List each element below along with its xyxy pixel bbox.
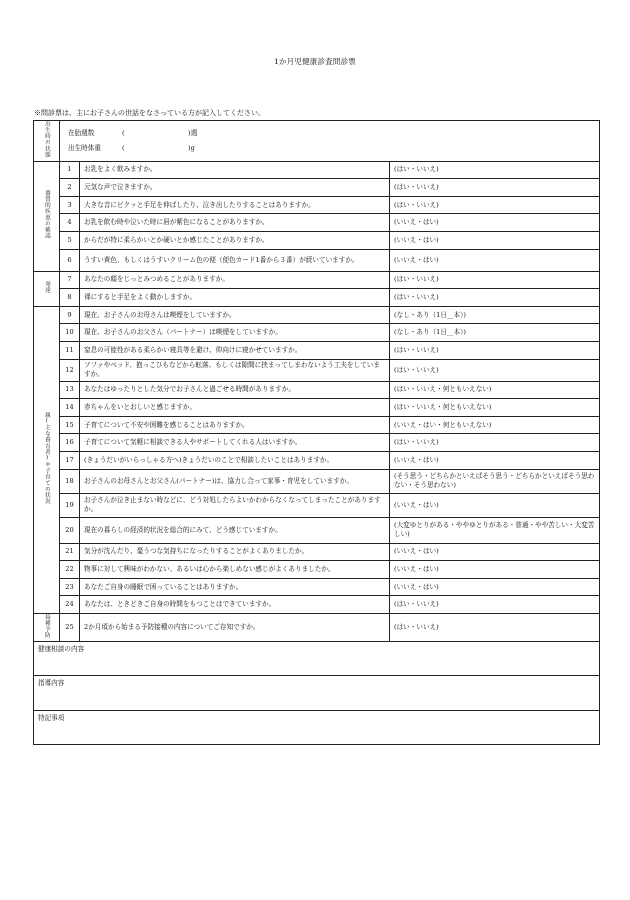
answer-options[interactable]: (いいえ・はい)	[390, 214, 600, 232]
question-row	[34, 161, 600, 179]
question-number: 11	[60, 341, 80, 359]
question-text: 裸にすると手足をよく動かしますか。	[80, 289, 390, 307]
category-birth: 出生時の状態	[34, 121, 60, 162]
question-number: 23	[60, 578, 80, 596]
question-text: あなたの顔をじっとみつめることがありますか。	[80, 271, 390, 289]
answer-options[interactable]: (いいえ・はい)	[390, 493, 600, 517]
questionnaire-table	[33, 120, 600, 745]
answer-options[interactable]: (そう思う・どちらかといえばそう思う・どちらかといえばそう思わない・そう思わない)	[390, 469, 600, 493]
question-row	[34, 359, 600, 381]
gestation-unit: )週	[188, 128, 198, 137]
answer-options[interactable]: (いいえ・はい)	[390, 561, 600, 579]
question-row	[34, 578, 600, 596]
answer-options[interactable]: (はい・いいえ)	[390, 271, 600, 289]
question-row	[34, 324, 600, 342]
question-row	[34, 179, 600, 197]
answer-options[interactable]: (はい・いいえ)	[390, 196, 600, 214]
answer-options[interactable]: (はい・いいえ)	[390, 179, 600, 197]
question-row	[34, 469, 600, 493]
question-number: 12	[60, 359, 80, 381]
question-number: 17	[60, 451, 80, 469]
question-text: 子育てについて不安や困難を感じることはありますか。	[80, 416, 390, 434]
question-text: 現在、お子さんのお父さん（パートナー）は喫煙をしていますか。	[80, 324, 390, 342]
question-text: 現在の暮らしの経済的状況を総合的にみて、どう感じていますか。	[80, 517, 390, 543]
answer-options[interactable]: (はい・いいえ)	[390, 161, 600, 179]
question-number: 1	[60, 161, 80, 179]
instruction-note: ※問診票は、主にお子さんの世話をなさっている方が記入してください。	[34, 109, 265, 117]
question-row	[34, 517, 600, 543]
question-number: 19	[60, 493, 80, 517]
remarks-section[interactable]: 特記事項	[34, 711, 600, 745]
question-text: あなたご自身の睡眠で困っていることはありますか。	[80, 578, 390, 596]
birth-weight-unit: )g	[188, 143, 195, 152]
question-number: 6	[60, 249, 80, 271]
question-text: 2か月頃から始まる予防接種の内容についてご存知ですか。	[80, 613, 390, 641]
question-text: 物事に対して興味がわかない、あるいは心から楽しめない感じがよくありましたか。	[80, 561, 390, 579]
question-number: 14	[60, 399, 80, 417]
question-row	[34, 399, 600, 417]
birth-info: 在胎週数 ( )週 出生時体重 ( )g	[60, 121, 600, 162]
question-number: 9	[60, 306, 80, 324]
answer-options[interactable]: (はい・いいえ)	[390, 434, 600, 452]
question-row	[34, 451, 600, 469]
answer-options[interactable]: (いいえ・はい)	[390, 231, 600, 249]
question-text: ソファやベッド、抱っこひもなどから転落、もしくは隙間に挟まってしまわないよう工夫をしていますか。	[80, 359, 390, 381]
question-row	[34, 381, 600, 399]
question-row	[34, 289, 600, 307]
question-text: お乳を飲む時や泣いた時に唇が紫色になることがありますか。	[80, 214, 390, 232]
question-row	[34, 271, 600, 289]
question-number: 24	[60, 596, 80, 614]
question-text: 気分が沈んだり、憂うつな気持ちになったりすることがよくありましたか。	[80, 543, 390, 561]
category-vaccination: 接種予防	[34, 613, 60, 641]
question-number: 3	[60, 196, 80, 214]
birth-weight-label: 出生時体重	[68, 143, 101, 152]
consult-section[interactable]: 健康相談の内容	[34, 642, 600, 676]
question-text: 子育てについて気軽に相談できる人やサポートしてくれる人はいますか。	[80, 434, 390, 452]
answer-options[interactable]: (なし・あり（1日__本）)	[390, 306, 600, 324]
question-number: 20	[60, 517, 80, 543]
question-text: お子さんが泣き止まない時などに、どう対処したらよいかわからなくなってしまったことがありますか。	[80, 493, 390, 517]
question-row	[34, 341, 600, 359]
answer-options[interactable]: (なし・あり（1日__本）)	[390, 324, 600, 342]
answer-options[interactable]: (いいえ・はい)	[390, 249, 600, 271]
question-number: 16	[60, 434, 80, 452]
question-row	[34, 561, 600, 579]
question-number: 18	[60, 469, 80, 493]
question-row	[34, 416, 600, 434]
question-text: あなたは、ときどきご自身の時間をもつことはできていますか。	[80, 596, 390, 614]
question-text: 大きな音にビクッと手足を伸ばしたり、泣き出したりすることはありますか。	[80, 196, 390, 214]
question-text: あなたはゆったりとした気分でお子さんと過ごせる時間がありますか。	[80, 381, 390, 399]
question-row	[34, 231, 600, 249]
answer-options[interactable]: (いいえ・はい)	[390, 451, 600, 469]
question-text: 現在、お子さんのお母さんは喫煙をしていますか。	[80, 306, 390, 324]
question-number: 25	[60, 613, 80, 641]
question-number: 10	[60, 324, 80, 342]
question-row	[34, 306, 600, 324]
question-row	[34, 543, 600, 561]
answer-options[interactable]: (はい・いいえ)	[390, 341, 600, 359]
question-number: 8	[60, 289, 80, 307]
question-number: 4	[60, 214, 80, 232]
question-number: 21	[60, 543, 80, 561]
question-row	[34, 493, 600, 517]
gestation-label: 在胎週数	[68, 128, 95, 137]
question-text: お子さんのお母さんとお父さん(パートナー)は、協力し合って家事・育児をしていますか。	[80, 469, 390, 493]
answer-options[interactable]: (はい・いいえ)	[390, 596, 600, 614]
question-row	[34, 613, 600, 641]
category-environment: 親(主な養育者)や子育ての状況	[34, 306, 60, 613]
question-row	[34, 249, 600, 271]
question-text: うすい黄色、もしくはうすいクリーム色の便（便色カード1番から３番）が続いていますか。	[80, 249, 390, 271]
category-development: 発達	[34, 271, 60, 306]
question-number: 22	[60, 561, 80, 579]
question-text: 窒息の可能性がある柔らかい寝具等を避け、仰向けに寝かせていますか。	[80, 341, 390, 359]
answer-options[interactable]: (いいえ・はい)	[390, 578, 600, 596]
question-number: 2	[60, 179, 80, 197]
answer-options[interactable]: (はい・いいえ)	[390, 289, 600, 307]
answer-options[interactable]: (はい・いいえ・何ともいえない)	[390, 399, 600, 417]
guidance-section[interactable]: 指導内容	[34, 676, 600, 711]
question-text: (きょうだいがいらっしゃる方へ)きょうだいのことで相談したいことはありますか。	[80, 451, 390, 469]
question-row	[34, 196, 600, 214]
question-number: 7	[60, 271, 80, 289]
question-text: からだが特に柔らかいとか硬いとか感じたことがありますか。	[80, 231, 390, 249]
page-title: 1か月児健康診査問診票	[274, 57, 356, 66]
answer-options[interactable]: (大変ゆとりがある・ややゆとりがある・普通・やや苦しい・大変苦しい)	[390, 517, 600, 543]
question-row	[34, 596, 600, 614]
answer-options[interactable]: (いいえ・はい・何ともいえない)	[390, 416, 600, 434]
question-number: 15	[60, 416, 80, 434]
category-disease: 器質的疾患の確認	[34, 161, 60, 271]
question-text: 元気な声で泣きますか。	[80, 179, 390, 197]
question-row	[34, 214, 600, 232]
question-text: お乳をよく飲みますか。	[80, 161, 390, 179]
question-number: 13	[60, 381, 80, 399]
answer-options[interactable]: (はい・いいえ・何ともいえない)	[390, 381, 600, 399]
question-number: 5	[60, 231, 80, 249]
answer-options[interactable]: (はい・いいえ)	[390, 359, 600, 381]
answer-options[interactable]: (いいえ・はい)	[390, 543, 600, 561]
answer-options[interactable]: (はい・いいえ)	[390, 613, 600, 641]
question-text: 赤ちゃんをいとおしいと感じますか。	[80, 399, 390, 417]
question-row	[34, 434, 600, 452]
